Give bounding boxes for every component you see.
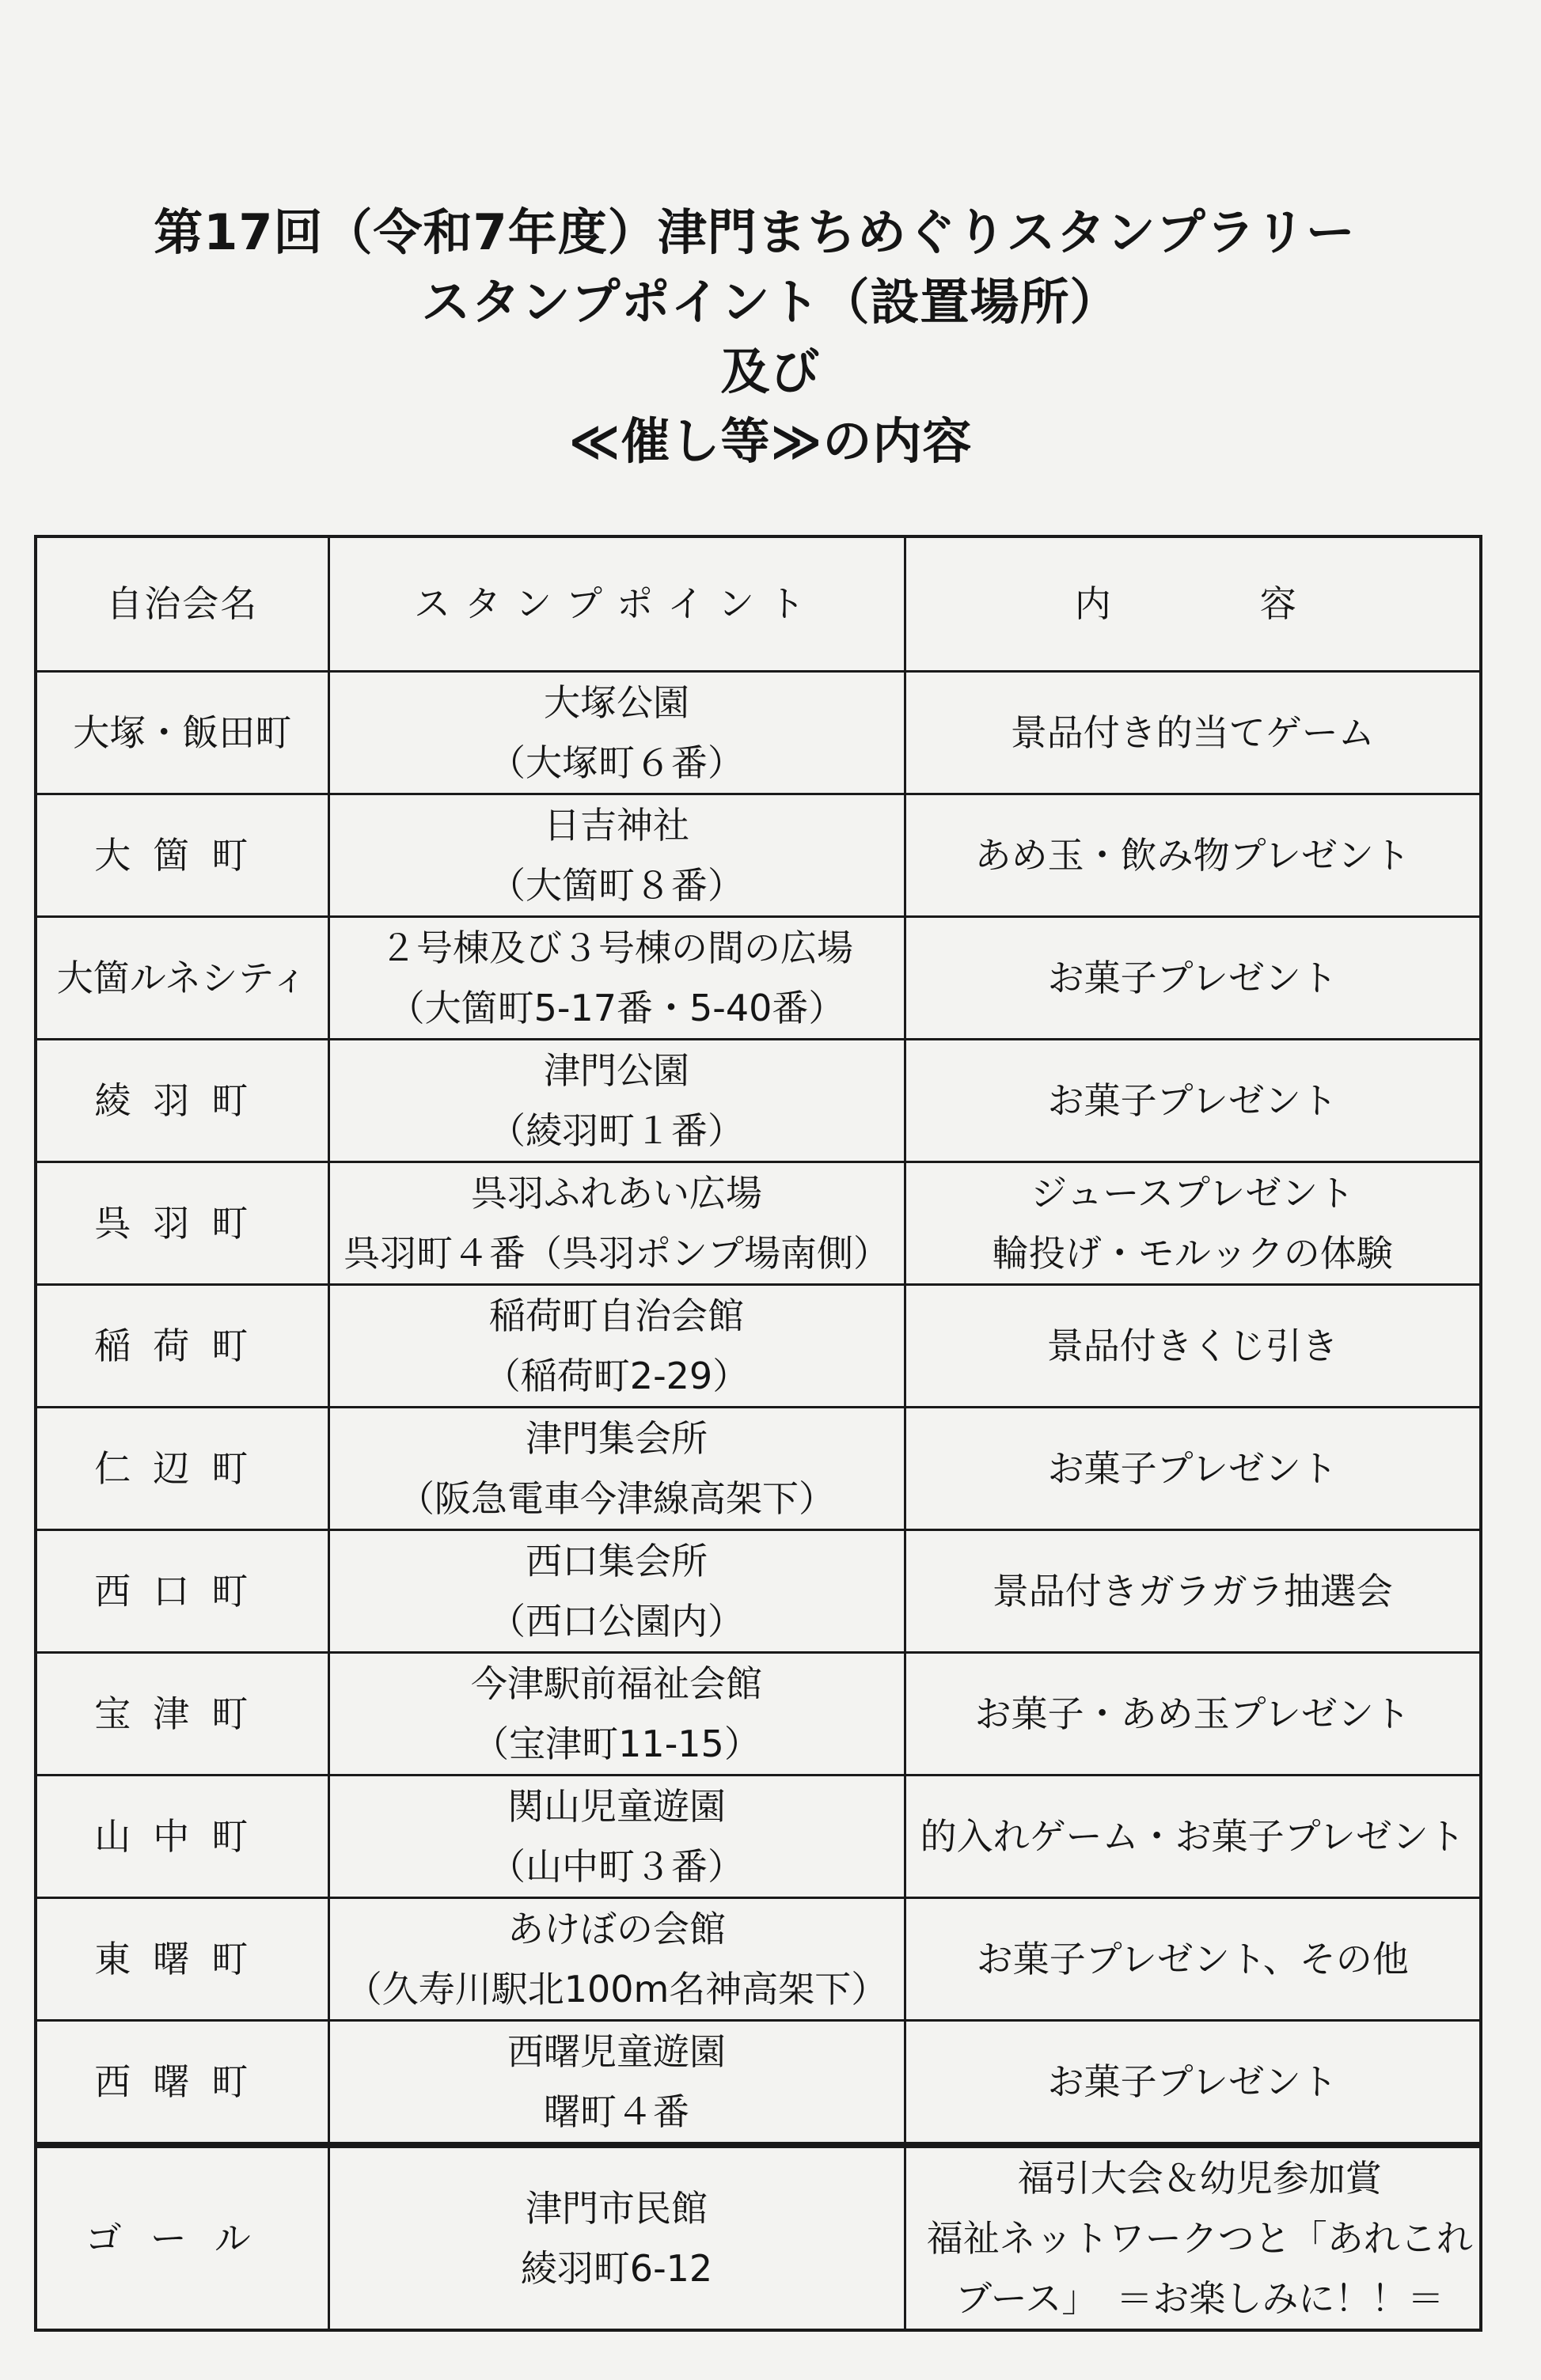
town-label: 宝津町 — [94, 1692, 271, 1735]
table-row — [36, 671, 1481, 794]
town-name — [36, 1284, 328, 1407]
event-content — [905, 2020, 1481, 2145]
point-address: （山中町３番） — [489, 1844, 744, 1888]
point-address: 曙町４番 — [544, 2090, 689, 2133]
town-label: 西口町 — [94, 1569, 271, 1613]
table-row — [36, 1652, 1481, 1775]
stamp-point — [328, 671, 905, 794]
point-place: 関山児童遊園 — [507, 1784, 726, 1828]
point-place: 大塚公園 — [544, 680, 689, 724]
town-label: 稲荷町 — [94, 1324, 271, 1367]
event-content — [905, 1407, 1481, 1529]
town-label: 大箇町 — [94, 833, 271, 877]
content-line: あめ玉・飲み物プレゼント — [974, 833, 1410, 877]
point-address: （阪急電車今津線高架下） — [398, 1476, 835, 1520]
stamp-point — [328, 1407, 905, 1529]
town-label: 大塚・飯田町 — [73, 711, 292, 754]
town-label: 仁辺町 — [94, 1446, 271, 1490]
content-line: お菓子プレゼント、その他 — [976, 1937, 1409, 1980]
point-place: 津門公園 — [544, 1048, 689, 1092]
stamp-point-table — [34, 535, 1482, 2332]
town-label: 綾羽町 — [94, 1078, 271, 1122]
point-address: （大箇町5-17番・5-40番） — [388, 986, 845, 1029]
stamp-point — [328, 1897, 905, 2020]
goal-place: 津門市民館 — [526, 2186, 708, 2230]
town-label: 西曙町 — [94, 2060, 271, 2103]
town-name — [36, 1162, 328, 1284]
table-row — [36, 2020, 1481, 2145]
event-content — [905, 671, 1481, 794]
content-line: 的入れゲーム・お菓子プレゼント — [920, 1814, 1465, 1858]
stamp-point — [328, 916, 905, 1039]
table-row — [36, 1775, 1481, 1897]
town-label: 山中町 — [94, 1814, 271, 1858]
town-name — [36, 1652, 328, 1775]
event-content — [905, 1775, 1481, 1897]
goal-point — [328, 2145, 905, 2330]
stamp-point — [328, 1652, 905, 1775]
table-row — [36, 1284, 1481, 1407]
town-name — [36, 794, 328, 916]
point-address: （綾羽町１番） — [489, 1109, 744, 1152]
stamp-point — [328, 1162, 905, 1284]
subtitle-stamp-points: スタンプポイント（設置場所） — [421, 273, 1120, 331]
header-content-right: 容 — [1259, 582, 1311, 626]
point-place: 津門集会所 — [526, 1416, 708, 1460]
point-address: （大塚町６番） — [489, 741, 744, 784]
stamp-point — [328, 1529, 905, 1652]
table-row — [36, 1039, 1481, 1162]
goal-row — [36, 2145, 1481, 2330]
town-name — [36, 1775, 328, 1897]
point-place: 稲荷町自治会館 — [489, 1294, 744, 1337]
point-place: 呉羽ふれあい広場 — [471, 1171, 762, 1215]
town-name — [36, 1529, 328, 1652]
content-line: お菓子プレゼント — [1047, 956, 1338, 999]
table-row — [36, 1529, 1481, 1652]
point-place: 西曙児童遊園 — [507, 2029, 726, 2073]
goal-content-line: 福引大会＆幼児参加賞 — [1017, 2156, 1382, 2200]
town-name — [36, 671, 328, 794]
content-line: ジュースプレゼント — [1030, 1171, 1355, 1215]
header-town: 自治会名 — [36, 536, 328, 671]
event-content — [905, 794, 1481, 916]
table-row — [36, 794, 1481, 916]
main-title: 第17回（令和7年度）津門まちめぐりスタンプラリー — [154, 203, 1356, 261]
content-line: 景品付き的当てゲーム — [1010, 711, 1375, 754]
event-content — [905, 1162, 1481, 1284]
point-address: （大箇町８番） — [489, 863, 744, 907]
stamp-point — [328, 1284, 905, 1407]
header-content — [905, 536, 1481, 671]
content-line: お菓子プレゼント — [1047, 2060, 1338, 2103]
town-label: 東曙町 — [94, 1937, 271, 1980]
point-address: （稲荷町2-29） — [484, 1354, 750, 1397]
header-content-left: 内 — [1074, 582, 1125, 626]
title-block — [0, 198, 1541, 476]
table-header-row — [36, 536, 1481, 671]
table-row — [36, 1897, 1481, 2020]
point-place: 今津駅前福祉会館 — [471, 1662, 762, 1705]
point-place: あけぼの会館 — [507, 1907, 726, 1950]
subtitle-events: ≪催し等≫の内容 — [568, 412, 973, 470]
event-content — [905, 1284, 1481, 1407]
point-address: （西口公園内） — [489, 1599, 744, 1643]
content-line: 景品付きくじ引き — [1046, 1324, 1338, 1367]
point-address: 呉羽町４番（呉羽ポンプ場南側） — [343, 1231, 890, 1275]
event-content — [905, 1529, 1481, 1652]
content-line: 景品付きガラガラ抽選会 — [992, 1569, 1393, 1613]
town-name — [36, 2020, 328, 2145]
event-content — [905, 1897, 1481, 2020]
goal-label: ゴール — [85, 2216, 279, 2260]
table-row — [36, 1407, 1481, 1529]
goal-town — [36, 2145, 328, 2330]
point-address: （宝津町11-15） — [473, 1722, 761, 1765]
stamp-point — [328, 2020, 905, 2145]
event-content — [905, 1039, 1481, 1162]
point-place: 西口集会所 — [526, 1539, 708, 1582]
header-stamp-point: スタンプポイント — [328, 536, 905, 671]
content-line: 輪投げ・モルックの体験 — [992, 1231, 1393, 1275]
event-content — [905, 916, 1481, 1039]
point-place: ２号棟及び３号棟の間の広場 — [380, 926, 853, 969]
town-label: 呉羽町 — [94, 1201, 271, 1245]
content-line: お菓子プレゼント — [1047, 1446, 1338, 1490]
table-row — [36, 1162, 1481, 1284]
town-name — [36, 1039, 328, 1162]
goal-content-line: ブース」 ＝お楽しみに！！＝ — [955, 2276, 1444, 2320]
subtitle-and: 及び — [720, 343, 821, 400]
goal-address: 綾羽町6-12 — [520, 2246, 713, 2290]
stamp-point — [328, 1039, 905, 1162]
town-name — [36, 1407, 328, 1529]
stamp-point — [328, 794, 905, 916]
goal-content-line: 福祉ネットワークつと「あれこれ — [926, 2216, 1473, 2260]
town-name — [36, 1897, 328, 2020]
content-line: お菓子・あめ玉プレゼント — [974, 1692, 1410, 1735]
event-content — [905, 1652, 1481, 1775]
point-place: 日吉神社 — [544, 803, 689, 847]
town-name — [36, 916, 328, 1039]
point-address: （久寿川駅北100m名神高架下） — [345, 1967, 888, 2010]
content-line: お菓子プレゼント — [1047, 1078, 1338, 1122]
stamp-point — [328, 1775, 905, 1897]
table-row — [36, 916, 1481, 1039]
goal-content — [905, 2145, 1481, 2330]
town-label: 大箇ルネシティ — [56, 956, 308, 999]
